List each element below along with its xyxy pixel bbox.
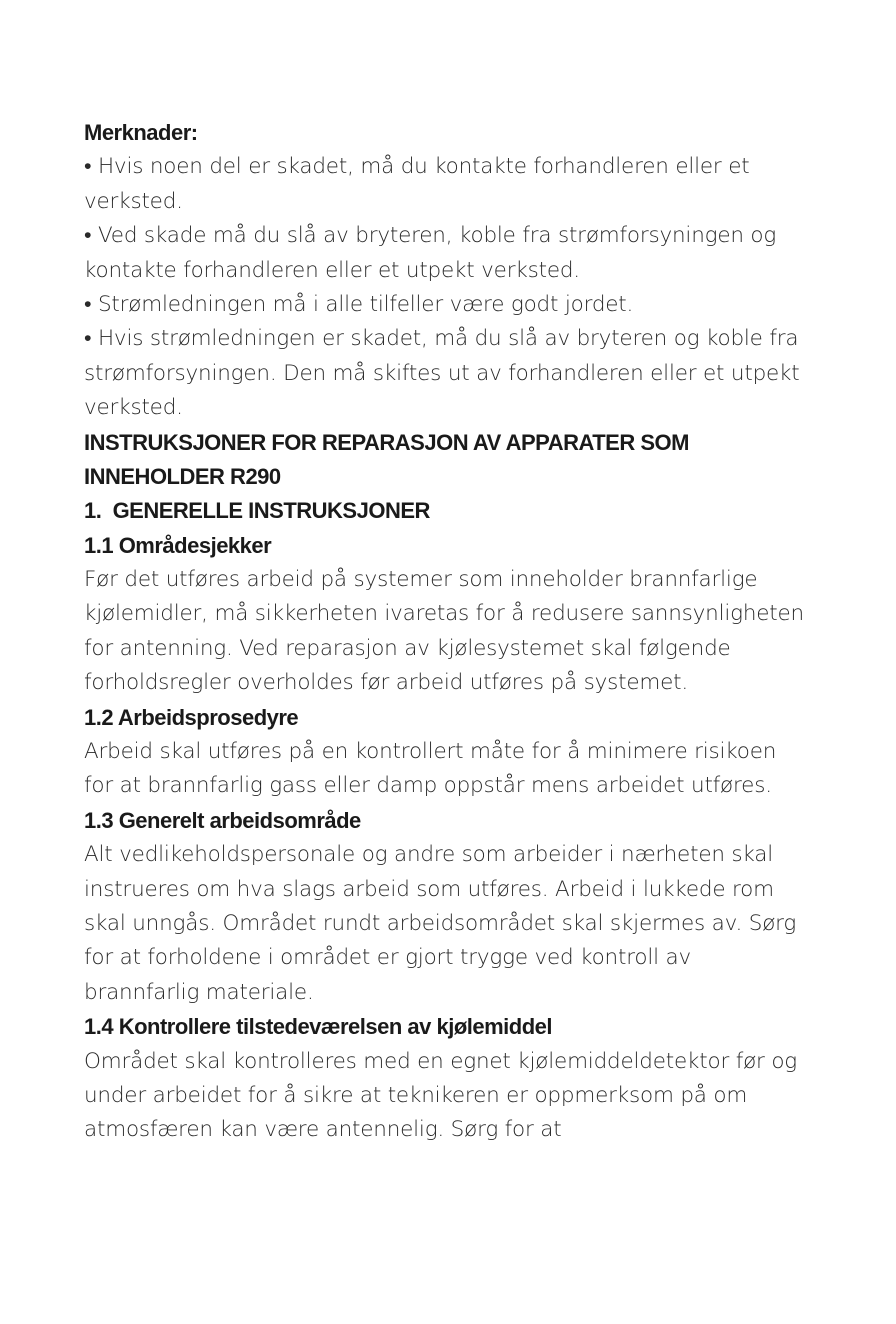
- section-line: atmosfæren kan være antennelig. Sørg for at: [84, 1117, 562, 1143]
- section-1-3: [84, 804, 864, 1010]
- section-line: forholdsregler overholdes før arbeid utføres på systemet.: [84, 670, 689, 696]
- note-line: • Strømledningen må i alle tilfeller være godt jordet.: [84, 291, 634, 317]
- note-item: [84, 288, 864, 322]
- note-line: kontakte forhandleren eller et utpekt verksted.: [84, 257, 580, 283]
- section-heading: 1.1 Områdesjekker: [84, 532, 272, 558]
- section-line: for at brannfarlig gass eller damp oppstår mens arbeidet utføres.: [84, 773, 772, 799]
- note-line: • Hvis noen del er skadet, må du kontakte forhandleren eller et: [84, 154, 750, 180]
- section-line: Alt vedlikeholdspersonale og andre som arbeider i nærheten skal: [84, 842, 774, 868]
- section-heading: 1.4 Kontrollere tilstedeværelsen av kjølemiddel: [84, 1014, 553, 1040]
- section-1-2: [84, 701, 864, 804]
- section-line: skal unngås. Området rundt arbeidsområdet skal skjermes av. Sørg: [84, 910, 797, 936]
- section-heading: 1.3 Generelt arbeidsområde: [84, 807, 361, 833]
- note-line: verksted.: [84, 188, 183, 214]
- note-item: [84, 150, 864, 219]
- section-1-4: [84, 1010, 864, 1148]
- note-line: strømforsyningen. Den må skiftes ut av forhandleren eller et utpekt: [84, 360, 800, 386]
- section-line: kjølemidler, må sikkerheten ivaretas for å redusere sannsynligheten: [84, 601, 804, 627]
- note-line: verksted.: [84, 395, 183, 421]
- section-heading: 1.2 Arbeidsprosedyre: [84, 704, 299, 730]
- chapter-heading: 1. GENERELLE INSTRUKSJONER: [84, 498, 430, 524]
- note-line: • Ved skade må du slå av bryteren, koble fra strømforsyningen og: [84, 223, 777, 249]
- main-heading-line: INSTRUKSJONER FOR REPARASJON AV APPARATER SOM: [84, 429, 689, 455]
- section-line: Området skal kontrolleres med en egnet kjølemiddeldetektor før og: [84, 1048, 797, 1074]
- notes-list: [84, 150, 864, 425]
- section-line: instrueres om hva slags arbeid som utføres. Arbeid i lukkede rom: [84, 876, 774, 902]
- section-line: for antenning. Ved reparasjon av kjølesystemet skal følgende: [84, 635, 731, 661]
- section-line: Før det utføres arbeid på systemer som inneholder brannfarlige: [84, 567, 758, 593]
- section-line: for at forholdene i området er gjort trygge ved kontroll av: [84, 945, 692, 971]
- section-1-1: [84, 529, 864, 701]
- main-heading-line: INNEHOLDER R290: [84, 463, 281, 489]
- note-item: [84, 322, 864, 425]
- notes-heading: Merknader:: [84, 120, 198, 145]
- main-heading: [84, 426, 864, 495]
- section-line: brannfarlig materiale.: [84, 979, 314, 1005]
- section-line: Arbeid skal utføres på en kontrollert måte for å minimere risikoen: [84, 739, 777, 765]
- note-line: • Hvis strømledningen er skadet, må du slå av bryteren og koble fra: [84, 326, 799, 352]
- document-page: [84, 116, 864, 1148]
- section-line: under arbeidet for å sikre at teknikeren er oppmerksom på om: [84, 1082, 748, 1108]
- note-item: [84, 219, 864, 288]
